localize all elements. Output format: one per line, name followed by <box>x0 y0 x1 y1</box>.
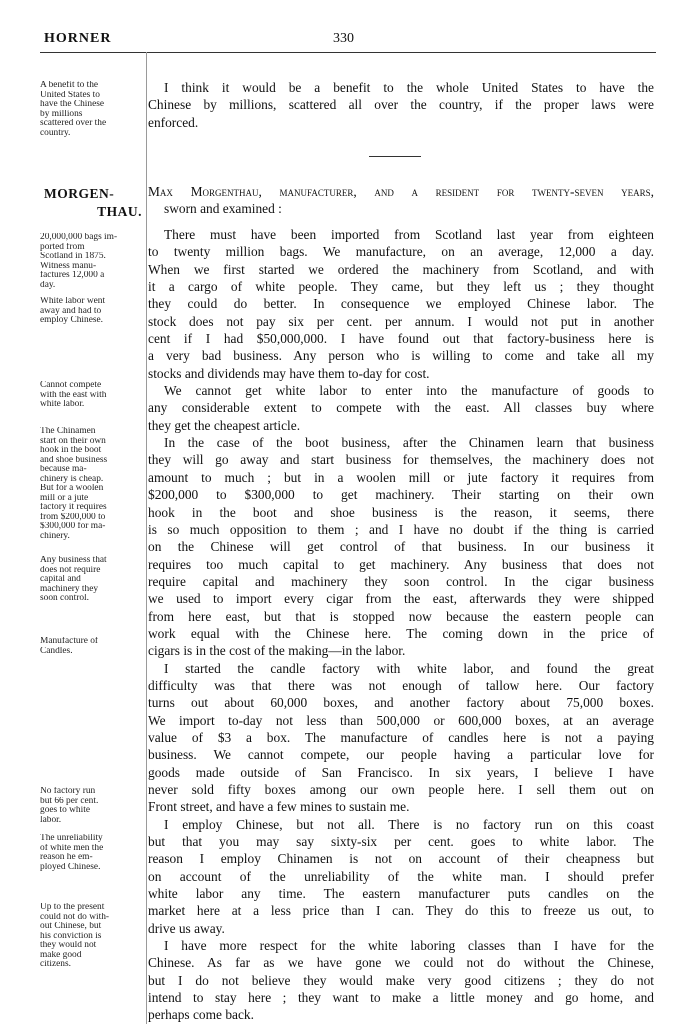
side-note-line: from $200,000 to <box>40 512 106 522</box>
side-note-line: factures 12,000 a <box>40 271 105 280</box>
text-line: We cannot get white labor to enter into the manufacture of goods to <box>164 383 654 399</box>
text-line: Front street, and have a few mines to sustain me. <box>148 799 410 815</box>
side-note-line: mill or a jute <box>40 493 89 503</box>
side-note-line: country. <box>40 128 71 138</box>
side-note-line: out Chinese, but <box>40 922 102 931</box>
text-line: I started the candle factory with white labor, and found the great <box>164 660 654 676</box>
side-note-any-business <box>40 556 142 604</box>
text-line: it a cargo of white people. They came, but they left us ; they thought <box>148 279 654 295</box>
side-note-line: but 66 per cent. <box>40 796 99 806</box>
text-line: Max Morgenthau, manufacturer, and a resident for twenty-seven years, <box>148 184 654 199</box>
text-line: market here at a less price than I can. They do this to freeze us out, to <box>148 903 654 919</box>
text-line: goods made outside of San Francisco. In six years, I believe I have <box>148 764 654 780</box>
text-line: There must have been imported from Scotland last year from eighteen <box>164 227 654 242</box>
text-line: any considerable extent to compete with the east. All classes buy where <box>148 400 654 416</box>
text-line: requires too much capital to get machinery. Any business that does not <box>148 556 654 572</box>
text-line: sworn and examined : <box>164 201 282 217</box>
side-note-line: 20,000,000 bags im- <box>40 233 118 242</box>
side-note-line: chinery is cheap. <box>40 474 104 484</box>
witness-intro <box>148 183 654 218</box>
side-note-no-factory <box>40 787 142 825</box>
text-line: In the case of the boot business, after the Chinamen learn that business <box>164 435 654 451</box>
side-note-line: machinery they <box>40 584 99 594</box>
text-line: on account of the unreliability of the white man. I should prefer <box>148 868 654 884</box>
text-line: Chinese by millions, scattered all over the country, if the proper laws were <box>148 97 654 113</box>
text-line: but I do not believe they would make very good citizens ; they do not <box>148 972 654 988</box>
text-line: Chinese. As far as we have gone we could not do without the Chinese, <box>148 955 654 971</box>
side-note-line: Any business that <box>40 556 107 565</box>
text-line: is so much opposition to them ; and I have no doubt if the thing is carried <box>148 521 654 537</box>
side-note-line: A benefit to the <box>40 81 99 90</box>
text-line: value of $3 a box. The manufacture of candles here is not a paying <box>148 729 654 745</box>
side-note-line: labor. <box>40 815 62 825</box>
side-note-line: of white men the <box>40 843 104 853</box>
side-note-intro <box>40 81 142 138</box>
side-note-line: his conviction is <box>40 931 102 941</box>
side-note-line: No factory run <box>40 787 96 796</box>
side-note-chinamen-boot <box>40 427 142 541</box>
text-line: stock does not pay six per cent. per annum. I would not put in another <box>148 313 654 329</box>
side-note-line: scattered over the <box>40 119 107 128</box>
side-note-imported-bags <box>40 233 142 290</box>
text-line: cent if I had $50,000,000. I have found out that factory-business here is <box>148 331 654 347</box>
text-line: $200,000 to $300,000 to get machinery. Their starting on their own <box>148 487 654 503</box>
side-note-line: The Chinamen <box>40 427 96 436</box>
side-note-line: soon control. <box>40 594 89 603</box>
side-note-line: ported from <box>40 242 85 252</box>
text-line: We import to-day not less than 500,000 or 600,000 boxes, at an average <box>148 712 654 728</box>
side-note-line: does not require <box>40 565 101 575</box>
text-line: require capital and machinery they soon control. In the cigar business <box>148 573 654 589</box>
side-note-line: Scotland in 1875. <box>40 252 106 261</box>
text-line: stocks and dividends may have them to-day for cost. <box>148 365 430 381</box>
side-note-cannot-compete <box>40 381 142 410</box>
side-note-line: reason he em- <box>40 853 93 862</box>
text-line: business. We cannot compete, our people having a particular love for <box>148 747 654 763</box>
side-note-white-labor-went <box>40 297 142 326</box>
text-line: intend to stay here ; they want to make a little money and go home, and <box>148 990 654 1006</box>
side-note-line: Cannot compete <box>40 381 102 390</box>
side-note-line: Witness manu- <box>40 261 97 271</box>
text-line: from here east, but that is stopped now because the eastern people can <box>148 608 654 624</box>
side-note-line: white labor. <box>40 400 85 409</box>
text-line: When we first started we ordered the machinery from Scotland, and with <box>148 261 654 277</box>
text-line: I have more respect for the white laboring classes than I have for the <box>164 938 654 954</box>
text-line: drive us away. <box>148 920 225 936</box>
text-line: they get the cheapest article. <box>148 417 301 433</box>
side-note-line: citizens. <box>40 960 71 969</box>
text-line: they will go away and start business for themselves, the machinery does not <box>148 452 654 468</box>
text-line: we used to import every cigar from the east, afterwards they were shipped <box>148 591 654 607</box>
text-line: reason I employ Chinamen is not on account of their cheapness but <box>148 851 654 867</box>
side-note-line: $300,000 for ma- <box>40 522 106 531</box>
text-line: I employ Chinese, but not all. There is no factory run on this coast <box>164 816 654 832</box>
text-line: amount to much ; but in a woolen mill or jute factory it requires from <box>148 469 654 485</box>
text-line: work equal with the Chinese here. The coming down in the price of <box>148 625 654 641</box>
text-line: turns out about 60,000 boxes, and another factory about 75,000 boxes. <box>148 695 654 711</box>
side-note-line: Candles. <box>40 646 73 656</box>
running-title: HORNER <box>44 31 112 46</box>
section-rule <box>369 156 421 157</box>
text-line: enforced. <box>148 114 199 130</box>
text-line: perhaps come back. <box>148 1007 254 1023</box>
side-note-line: by millions <box>40 109 83 119</box>
side-note-line: capital and <box>40 575 81 584</box>
page-number: 330 <box>333 31 354 46</box>
side-note-line: start on their own <box>40 436 106 446</box>
intro-paragraph <box>148 79 654 131</box>
speaker-name-line2: THAU. <box>97 204 142 219</box>
text-line: they could do better. In consequence we employed Chinese labor. The <box>148 296 654 312</box>
text-line: difficulty was that there was not enough of tallow here. Our factory <box>148 677 654 693</box>
header-rule <box>40 52 656 53</box>
text-line: a very bad business. Any person who is willing to come and take all my <box>148 348 654 364</box>
side-note-line: Up to the present <box>40 903 105 912</box>
text-line: but that you may say sixty-six per cent. goes to white labor. The <box>148 834 654 850</box>
side-note-line: factory it requires <box>40 503 107 512</box>
text-line: to twenty million bags. We manufacture, on an average, 12,000 a day. <box>148 244 654 260</box>
side-note-line: White labor went <box>40 297 106 306</box>
speaker-name-line1: MORGEN- <box>44 186 115 201</box>
speaker-heading <box>44 185 144 221</box>
side-note-candles <box>40 637 142 656</box>
side-note-line: The unreliability <box>40 834 103 843</box>
side-note-line: chinery. <box>40 531 70 541</box>
side-note-line: United States to <box>40 90 100 100</box>
side-note-line: day. <box>40 280 56 290</box>
text-line: white labor any time. The eastern manufacturer puts candles on the <box>148 886 654 902</box>
side-note-up-to-present <box>40 903 142 970</box>
testimony-body <box>148 226 654 1024</box>
text-line: I think it would be a benefit to the whole United States to have the <box>164 80 654 95</box>
side-note-line: hook in the boot <box>40 446 102 455</box>
side-note-unreliability <box>40 834 142 872</box>
side-note-line: because ma- <box>40 465 87 474</box>
text-line: hook in the boot and shoe business is the reason, it seems, there <box>148 504 654 520</box>
side-note-line: goes to white <box>40 806 90 815</box>
side-note-line: with the east with <box>40 390 107 400</box>
margin-divider <box>146 52 147 1024</box>
side-note-line: away and had to <box>40 306 102 316</box>
text-line: on the Chinese will get control of that business. In our business it <box>148 539 654 555</box>
text-line: never sold fifty boxes among our own people here. I sell them out on <box>148 782 654 797</box>
side-note-line: employ Chinese. <box>40 316 104 325</box>
side-note-line: But for a woolen <box>40 484 104 493</box>
side-note-line: could not do with- <box>40 912 110 922</box>
side-note-line: and shoe business <box>40 455 108 465</box>
text-line: cigars is in the cost of the making—in the labor. <box>148 643 406 659</box>
side-note-line: Manufacture of <box>40 637 99 646</box>
side-note-line: they would not <box>40 941 97 950</box>
side-note-line: ployed Chinese. <box>40 862 101 872</box>
side-note-line: have the Chinese <box>40 100 105 109</box>
side-note-line: make good <box>40 950 82 960</box>
